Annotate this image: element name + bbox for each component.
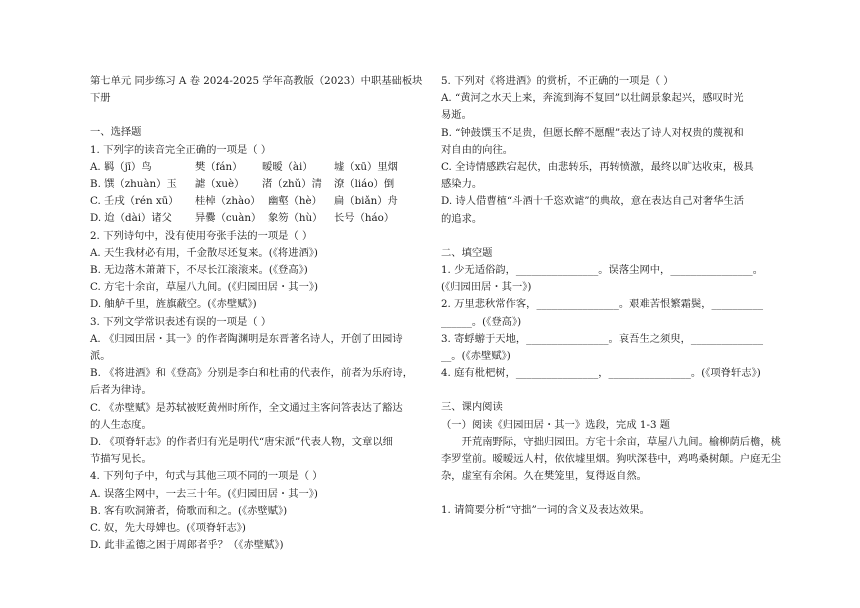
question-3-option-d-line-2: 节描写见长。 xyxy=(90,453,152,466)
option-c-part-4: 扁（biǎn）舟 xyxy=(334,195,398,208)
option-d-part-1: D. 迨（dài）诸父 xyxy=(90,212,172,225)
right-column xyxy=(441,73,781,520)
question-3-option-a-line-2: 派。 xyxy=(90,350,111,363)
question-1-option-b xyxy=(90,176,430,193)
question-3-option-a-line-1: A. 《归园田居・其一》的作者陶渊明是东晋著名诗人，开创了田园诗 xyxy=(90,332,403,345)
reading-passage: 开荒南野际，守拙归园田。方宅十余亩，草屋八九间。榆柳荫后檐，桃李罗堂前。暧暧远人村，依依墟里烟。狗吠深巷中，鸡鸣桑树颠。户庭无尘杂，虚室有余闲。久在樊笼里，复得返自然。 xyxy=(441,435,781,483)
question-1-option-a xyxy=(90,159,430,176)
option-a-part-4: 墟（xū）里烟 xyxy=(334,160,398,173)
option-c-part-3: 幽壑（hè） xyxy=(268,195,322,208)
question-3-option-d-line-1: D. 《项脊轩志》的作者归有光是明代“唐宋派”代表人物，文章以细 xyxy=(90,436,393,449)
option-b-part-3: 渚（zhǔ）清 xyxy=(262,178,322,191)
fill-blank-3-line-1: 3. 寄蜉蝣于天地，________________。哀吾生之须臾，______________ xyxy=(441,332,764,345)
question-1-option-c xyxy=(90,193,430,210)
section-2-heading: 二、填空题 xyxy=(441,246,493,259)
option-c-part-1: C. 壬戌（rén xū） xyxy=(90,195,179,208)
document-title-line-2: 下册 xyxy=(90,92,111,105)
question-2-option-b: B. 无边落木萧萧下，不尽长江滚滚来。(《登高》) xyxy=(90,264,308,277)
question-3-option-c-line-1: C. 《赤壁赋》是苏轼被贬黄州时所作，全文通过主客问答表达了豁达 xyxy=(90,401,403,414)
question-3-stem: 3. 下列文学常识表述有误的一项是（ ） xyxy=(90,315,272,328)
left-column xyxy=(90,73,430,554)
question-4-option-b: B. 客有吹洞箫者，倚歌而和之。(《赤壁赋》) xyxy=(90,504,288,517)
question-2-option-a: A. 天生我材必有用，千金散尽还复来。(《将进酒》) xyxy=(90,246,318,259)
question-1-option-d xyxy=(90,210,430,227)
option-a-part-3: 暧暧（ài） xyxy=(262,160,313,173)
question-5-option-c-line-2: 感染力。 xyxy=(441,178,483,191)
question-2-stem: 2. 下列诗句中，没有使用夸张手法的一项是（ ） xyxy=(90,229,313,242)
section-1-heading: 一、选择题 xyxy=(90,126,142,139)
option-d-part-2: 异爨（cuàn） xyxy=(195,212,262,225)
reading-subheading: （一）阅读《归园田居・其一》选段，完成 1-3 题 xyxy=(441,418,671,431)
option-d-part-3: 象笏（hù） xyxy=(268,212,323,225)
question-4-option-a: A. 误落尘网中，一去三十年。(《归园田居・其一》) xyxy=(90,487,318,500)
fill-blank-4: 4. 庭有枇杷树，________________，________________。(《项脊轩志》) xyxy=(441,367,761,380)
question-5-option-d-line-1: D. 诗人借曹植“斗酒十千恣欢谑”的典故，意在表达自己对奢华生活 xyxy=(441,195,744,208)
option-a-part-2: 樊（fán） xyxy=(195,160,243,173)
question-5-option-d-line-2: 的追求。 xyxy=(441,212,483,225)
question-2-option-d: D. 舳舻千里，旌旗蔽空。(《赤壁赋》) xyxy=(90,298,257,311)
question-5-option-b-line-1: B. “钟鼓馔玉不足贵，但愿长醉不愿醒”表达了诗人对权贵的蔑视和 xyxy=(441,126,744,139)
option-d-part-4: 长号（háo） xyxy=(334,212,395,225)
option-c-part-2: 桂棹（zhào） xyxy=(195,195,261,208)
document-title-line-1: 第七单元 同步练习 A 卷 2024-2025 学年高教版（2023）中职基础板块 xyxy=(90,75,423,87)
question-2-option-c: C. 方宅十余亩，草屋八九间。(《归园田居・其一》) xyxy=(90,281,319,294)
question-4-option-c: C. 奴，先大母婢也。(《项脊轩志》) xyxy=(90,522,246,535)
question-4-option-d: D. 此非孟德之困于周郎者乎？（《赤壁赋》) xyxy=(90,539,284,552)
section-3-heading: 三、课内阅读 xyxy=(441,401,503,414)
question-5-stem: 5. 下列对《将进酒》的赏析，不正确的一项是（ ） xyxy=(441,75,674,87)
question-3-option-b-line-1: B. 《将进酒》和《登高》分别是李白和杜甫的代表作，前者为乐府诗， xyxy=(90,367,414,380)
question-5-option-b-line-2: 对自由的向往。 xyxy=(441,143,514,156)
option-b-part-2: 謔（xuè） xyxy=(195,178,245,191)
option-b-part-1: B. 馔（zhuàn）玉 xyxy=(90,178,177,191)
question-5-option-a-line-2: 易逝。 xyxy=(441,109,472,122)
option-b-part-4: 潦（liáo）倒 xyxy=(334,178,395,191)
fill-blank-2-line-1: 2. 万里悲秋常作客，________________。艰难苦恨繁霜鬓，__________ xyxy=(441,298,764,311)
fill-blank-1-line-2: (《归园田居・其一》) xyxy=(441,281,532,294)
question-4-stem: 4. 下列句子中，句式与其他三项不同的一项是（ ） xyxy=(90,470,323,483)
question-5-option-a-line-1: A. “黄河之水天上来，奔流到海不复回”以壮阔景象起兴，感叹时光 xyxy=(441,92,744,105)
question-3-option-c-line-2: 的人生态度。 xyxy=(90,418,152,431)
fill-blank-3-line-2: __。(《赤壁赋》) xyxy=(441,350,511,363)
question-1-stem: 1. 下列字的读音完全正确的一项是（ ） xyxy=(90,143,272,156)
question-5-option-c-line-1: C. 全诗情感跌宕起伏，由悲转乐，再转愤激，最终以旷达收束，极具 xyxy=(441,161,754,174)
option-a-part-1: A. 羁（jī）鸟 xyxy=(90,160,152,173)
reading-question-1: 1. 请简要分析“守拙”一词的含义及表达效果。 xyxy=(441,504,650,517)
fill-blank-1-line-1: 1. 少无适俗韵，________________。误落尘网中，________________。 xyxy=(441,264,764,277)
fill-blank-2-line-2: ______。(《登高》) xyxy=(441,315,522,328)
question-3-option-b-line-2: 后者为律诗。 xyxy=(90,384,152,397)
